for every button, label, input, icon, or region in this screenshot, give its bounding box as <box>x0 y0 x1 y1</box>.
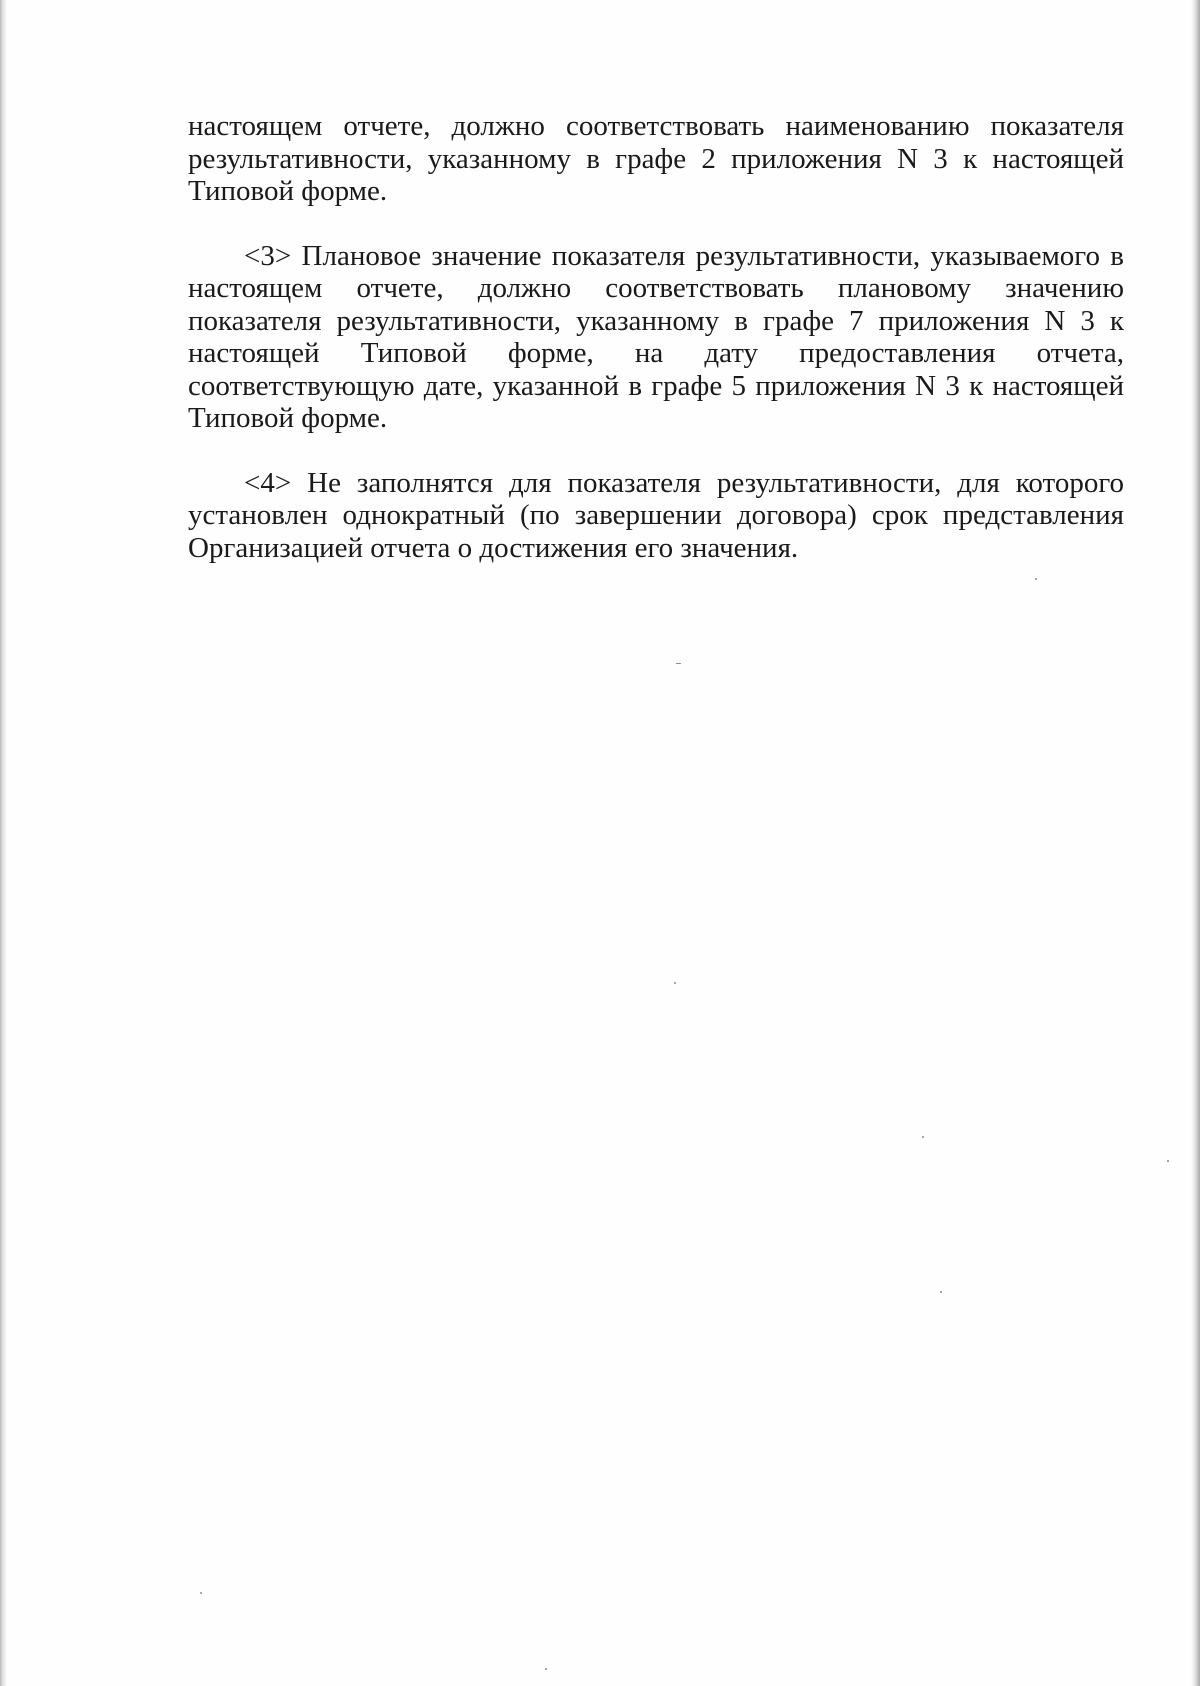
paragraph-continuation: настоящем отчете, должно соответствовать наименованию показателя результативности, указанному в графе 2 приложения N 3 к настоящей Типовой форме. <box>188 110 1124 207</box>
scan-speck <box>545 1668 547 1670</box>
scan-speck <box>200 1592 202 1594</box>
document-body <box>188 110 1124 596</box>
scan-speck <box>1035 578 1037 580</box>
paragraph-note-3: <3> Плановое значение показателя результативности, указываемого в настоящем отчете, должно соответствовать плановому значению показателя результативности, указанному в графе 7 приложения N 3 к настоящей Типовой форме, на дату предоставления отчета, соответствующую дате, указанной в графе 5 приложения N 3 к настоящей Типовой форме. <box>188 239 1124 434</box>
scan-speck <box>674 982 676 984</box>
scan-edge-right <box>1191 0 1200 1686</box>
scan-speck <box>1167 1160 1169 1162</box>
scan-speck <box>676 663 681 664</box>
paragraph-note-4: <4> Не заполнятся для показателя результативности, для которого установлен однократный (по завершении договора) срок представления Организацией отчета о достижения его значения. <box>188 466 1124 564</box>
scan-speck <box>940 1291 942 1293</box>
scan-speck <box>922 1136 924 1138</box>
scan-edge-left <box>0 0 7 1686</box>
